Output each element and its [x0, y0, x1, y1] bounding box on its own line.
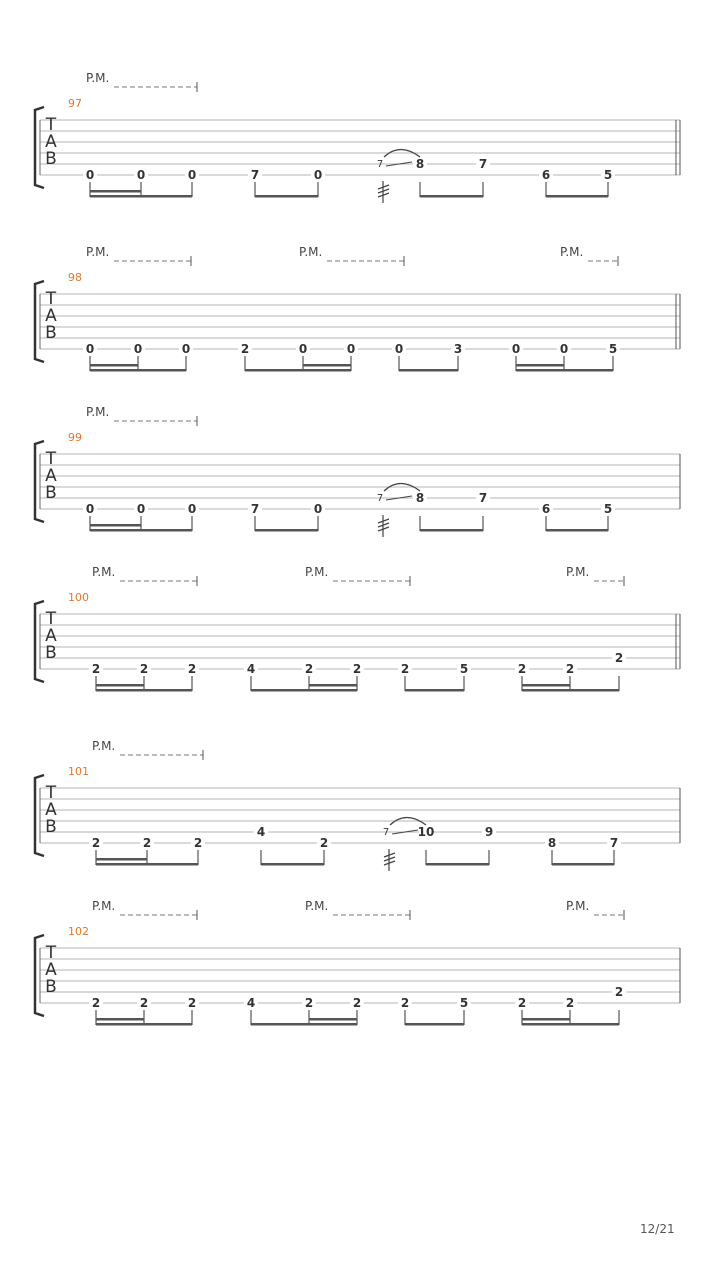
- palm-mute-label: P.M.: [566, 899, 590, 913]
- beam: [546, 195, 608, 198]
- fret-number: 4: [246, 662, 256, 676]
- tab-clef-letter: T: [45, 449, 57, 469]
- fret-number: 2: [352, 996, 362, 1010]
- fret-number: 2: [139, 662, 149, 676]
- fret-number: 8: [415, 491, 425, 505]
- beam: [96, 863, 198, 866]
- beam: [261, 863, 324, 866]
- beam-secondary: [96, 684, 144, 687]
- tab-clef-letter: A: [45, 132, 57, 152]
- fret-number: 2: [614, 985, 624, 999]
- fret-number: 7: [478, 157, 488, 171]
- tab-clef-letter: A: [45, 466, 57, 486]
- fret-number: 2: [304, 996, 314, 1010]
- beam: [399, 369, 458, 372]
- beam: [426, 863, 489, 866]
- beam: [96, 689, 192, 692]
- tab-clef-letter: A: [45, 626, 57, 646]
- fret-number: 6: [541, 502, 551, 516]
- tab-clef-letter: B: [45, 483, 57, 503]
- palm-mute-label: P.M.: [92, 565, 116, 579]
- fret-number: 2: [139, 996, 149, 1010]
- fret-number: 10: [417, 825, 435, 839]
- measure-number: 101: [68, 765, 89, 778]
- fret-number: 0: [85, 342, 95, 356]
- beam: [251, 689, 357, 692]
- fret-number: 7: [250, 502, 260, 516]
- beam: [90, 195, 192, 198]
- fret-number: 8: [415, 157, 425, 171]
- tab-clef-letter: T: [45, 943, 57, 963]
- beam: [552, 863, 614, 866]
- page-number: 12/21: [640, 1222, 675, 1236]
- palm-mute-label: P.M.: [305, 565, 329, 579]
- tab-clef-letter: T: [45, 115, 57, 135]
- tab-clef-letter: B: [45, 149, 57, 169]
- beam: [522, 1023, 619, 1026]
- tab-clef-letter: A: [45, 960, 57, 980]
- fret-number: 4: [246, 996, 256, 1010]
- beam-secondary: [303, 364, 351, 367]
- measure-number: 100: [68, 591, 89, 604]
- palm-mute-label: P.M.: [305, 899, 329, 913]
- fret-number: 0: [136, 168, 146, 182]
- fret-number: 7: [250, 168, 260, 182]
- palm-mute-label: P.M.: [566, 565, 590, 579]
- tab-clef-letter: A: [45, 306, 57, 326]
- fret-number: 9: [484, 825, 494, 839]
- beam-secondary: [90, 190, 141, 193]
- fret-number: 4: [256, 825, 266, 839]
- fret-number: 3: [453, 342, 463, 356]
- fret-number: 0: [85, 502, 95, 516]
- fret-number: 2: [304, 662, 314, 676]
- fret-number: 2: [517, 996, 527, 1010]
- fret-number: 2: [517, 662, 527, 676]
- measure-number: 99: [68, 431, 82, 444]
- tab-clef-letter: B: [45, 977, 57, 997]
- fret-number: 7: [609, 836, 619, 850]
- palm-mute-label: P.M.: [92, 739, 116, 753]
- fret-number: 0: [181, 342, 191, 356]
- measure-number: 97: [68, 97, 82, 110]
- tab-clef-letter: T: [45, 783, 57, 803]
- beam: [90, 369, 186, 372]
- fret-number: 2: [352, 662, 362, 676]
- palm-mute-label: P.M.: [86, 71, 110, 85]
- fret-number: 2: [565, 996, 575, 1010]
- fret-number: 2: [400, 662, 410, 676]
- fret-number: 0: [559, 342, 569, 356]
- tab-clef-letter: B: [45, 323, 57, 343]
- beam: [251, 1023, 357, 1026]
- grace-fret-number: 7: [382, 827, 390, 838]
- beam-secondary: [309, 1018, 357, 1021]
- beam-secondary: [96, 1018, 144, 1021]
- fret-number: 5: [603, 168, 613, 182]
- fret-number: 5: [459, 996, 469, 1010]
- fret-number: 5: [603, 502, 613, 516]
- beam-secondary: [522, 684, 570, 687]
- beam-secondary: [96, 858, 147, 861]
- fret-number: 0: [187, 502, 197, 516]
- fret-number: 2: [565, 662, 575, 676]
- measure-number: 102: [68, 925, 89, 938]
- beam: [90, 529, 192, 532]
- measure-number: 98: [68, 271, 82, 284]
- tab-clef-letter: T: [45, 289, 57, 309]
- fret-number: 0: [133, 342, 143, 356]
- palm-mute-label: P.M.: [299, 245, 323, 259]
- fret-number: 0: [313, 168, 323, 182]
- fret-number: 8: [547, 836, 557, 850]
- grace-fret-number: 7: [376, 159, 384, 170]
- beam: [420, 529, 483, 532]
- fret-number: 0: [346, 342, 356, 356]
- palm-mute-label: P.M.: [86, 405, 110, 419]
- fret-number: 0: [85, 168, 95, 182]
- beam: [522, 689, 619, 692]
- beam: [405, 1023, 464, 1026]
- beam: [405, 689, 464, 692]
- beam: [245, 369, 351, 372]
- fret-number: 7: [478, 491, 488, 505]
- palm-mute-label: P.M.: [560, 245, 584, 259]
- beam: [255, 529, 318, 532]
- fret-number: 5: [459, 662, 469, 676]
- fret-number: 6: [541, 168, 551, 182]
- fret-number: 2: [91, 662, 101, 676]
- tab-clef-letter: B: [45, 817, 57, 837]
- fret-number: 0: [394, 342, 404, 356]
- beam-secondary: [90, 364, 138, 367]
- fret-number: 2: [142, 836, 152, 850]
- tab-clef-letter: T: [45, 609, 57, 629]
- fret-number: 2: [319, 836, 329, 850]
- fret-number: 0: [511, 342, 521, 356]
- grace-fret-number: 7: [376, 493, 384, 504]
- fret-number: 0: [313, 502, 323, 516]
- beam: [96, 1023, 192, 1026]
- beam: [420, 195, 483, 198]
- fret-number: 2: [400, 996, 410, 1010]
- fret-number: 0: [298, 342, 308, 356]
- beam-secondary: [516, 364, 564, 367]
- fret-number: 2: [193, 836, 203, 850]
- palm-mute-label: P.M.: [86, 245, 110, 259]
- fret-number: 2: [187, 996, 197, 1010]
- fret-number: 2: [240, 342, 250, 356]
- beam-secondary: [90, 524, 141, 527]
- beam: [546, 529, 608, 532]
- tab-clef-letter: A: [45, 800, 57, 820]
- palm-mute-label: P.M.: [92, 899, 116, 913]
- beam-secondary: [522, 1018, 570, 1021]
- beam: [516, 369, 613, 372]
- fret-number: 5: [608, 342, 618, 356]
- fret-number: 0: [136, 502, 146, 516]
- beam: [255, 195, 318, 198]
- fret-number: 2: [187, 662, 197, 676]
- fret-number: 2: [614, 651, 624, 665]
- tab-clef-letter: B: [45, 643, 57, 663]
- fret-number: 2: [91, 996, 101, 1010]
- beam-secondary: [309, 684, 357, 687]
- fret-number: 0: [187, 168, 197, 182]
- fret-number: 2: [91, 836, 101, 850]
